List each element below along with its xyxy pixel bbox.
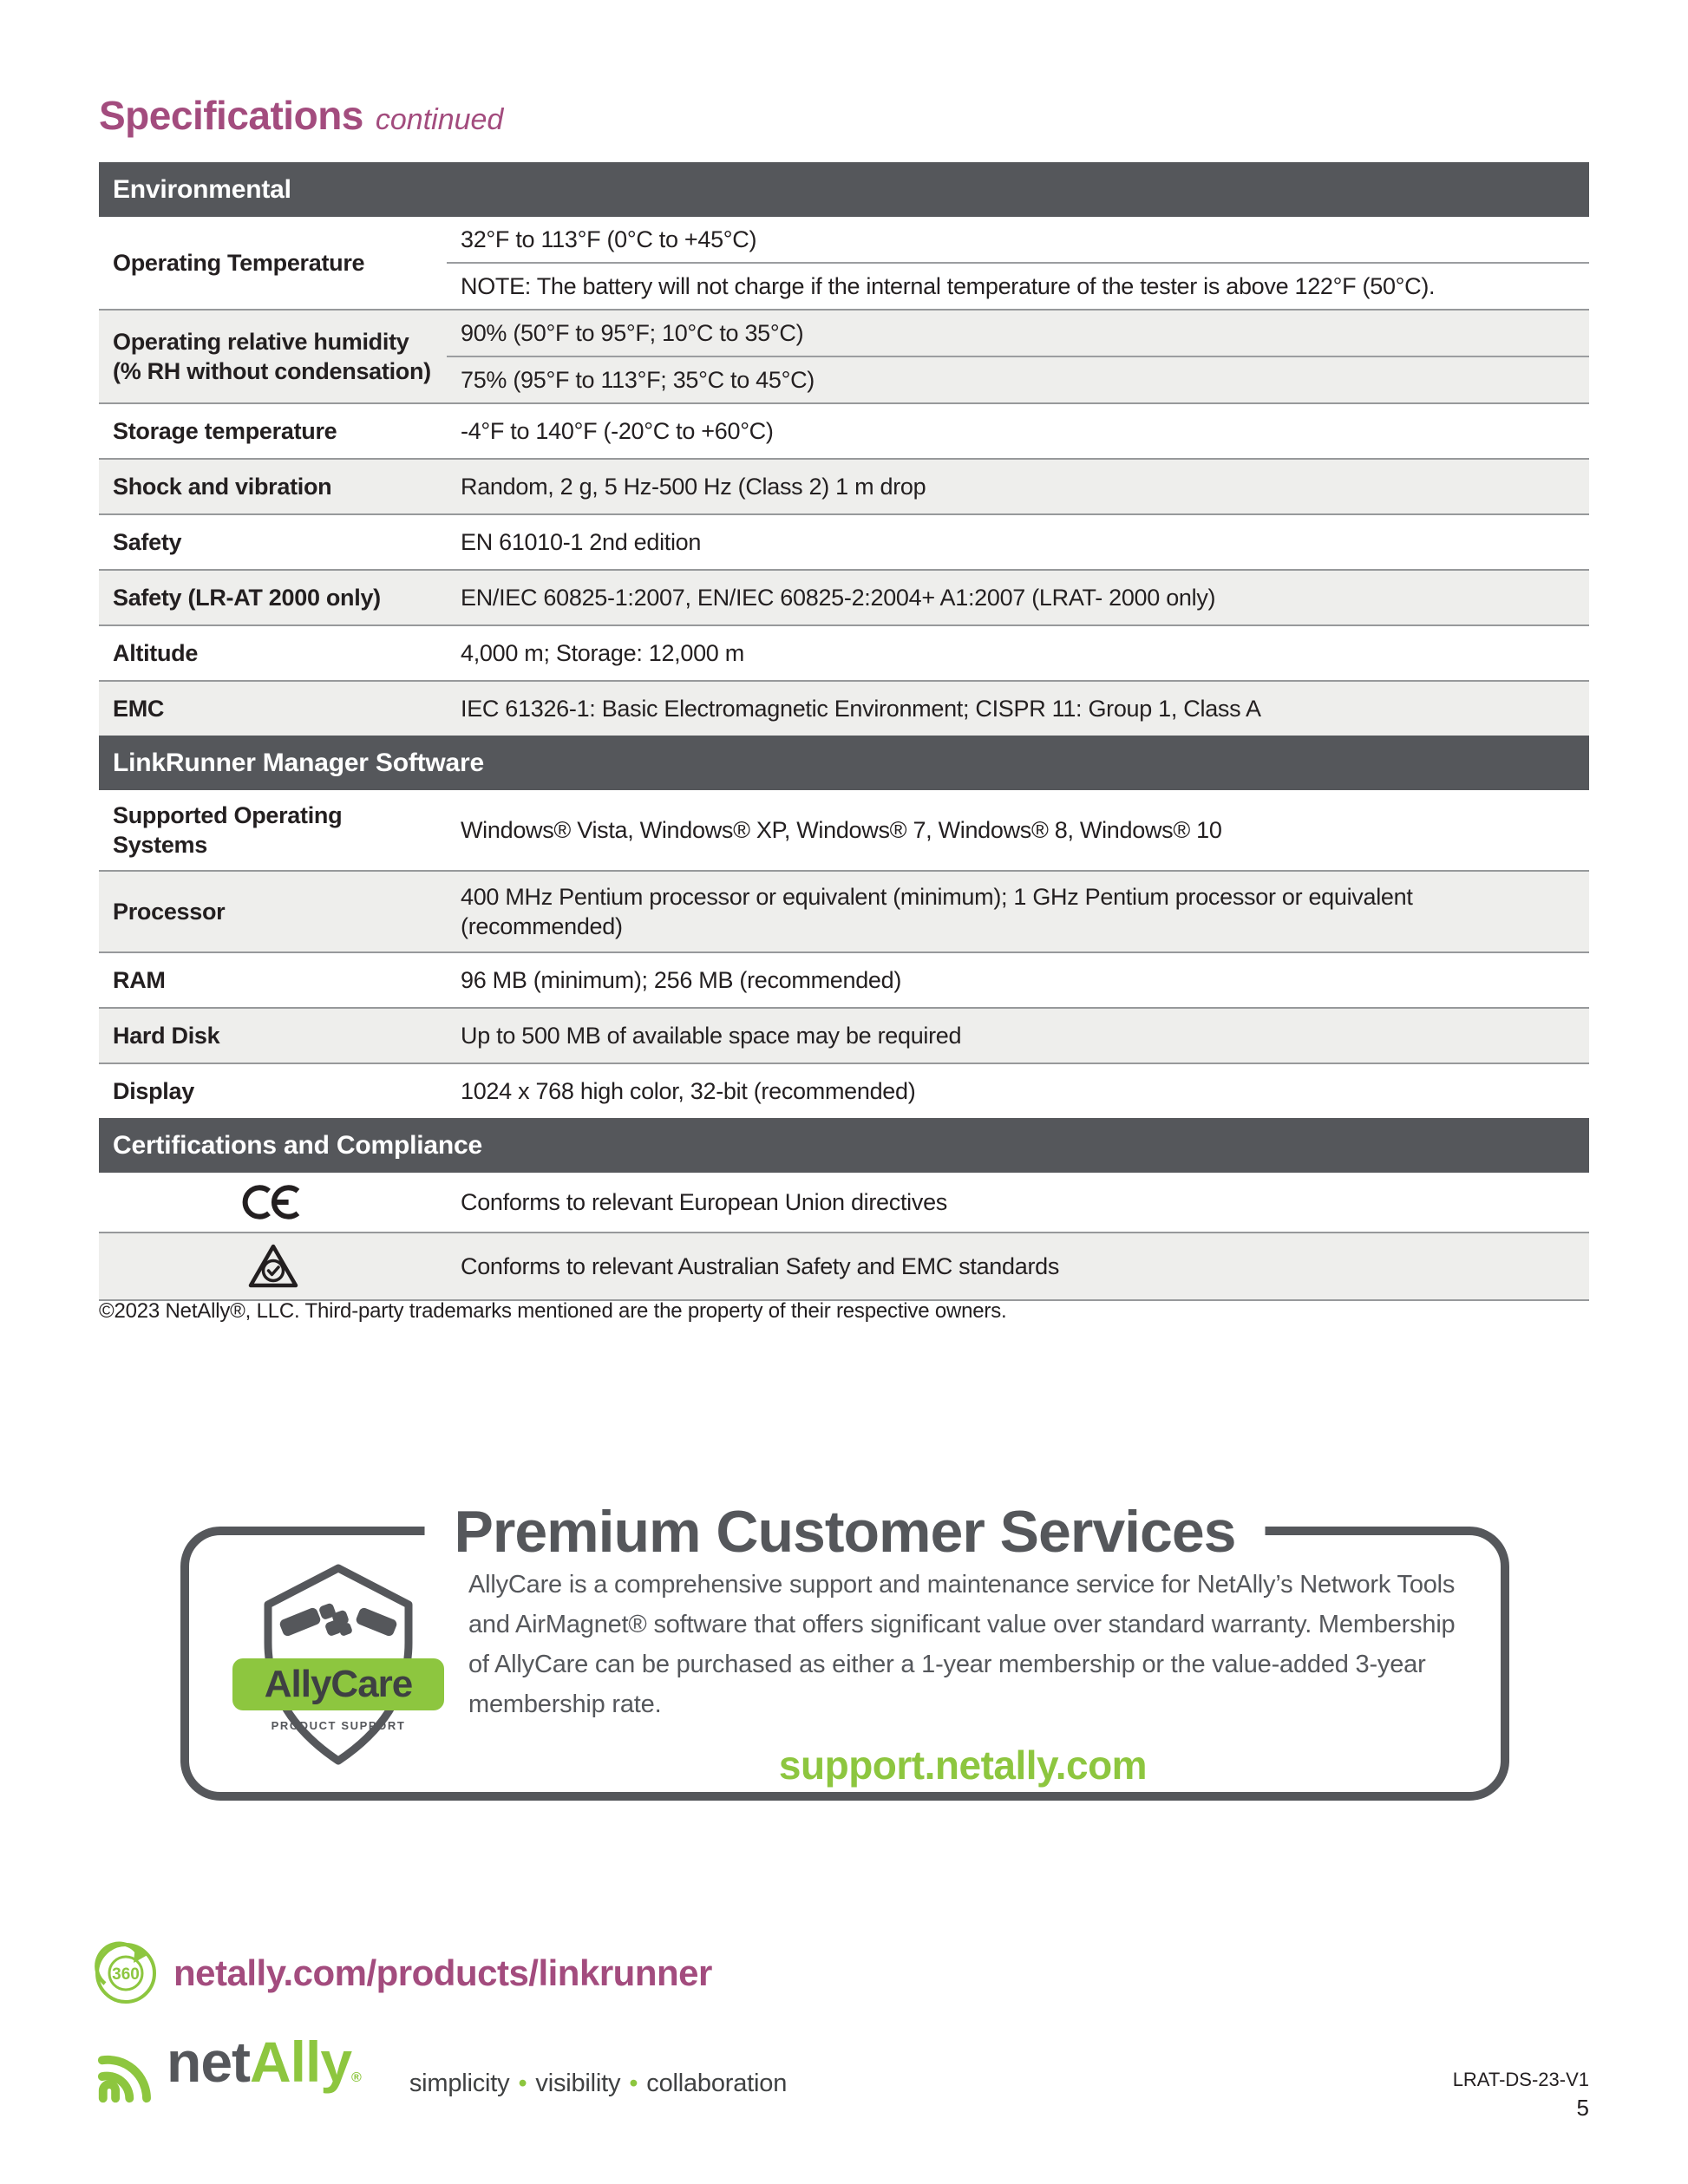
support-link[interactable]: support.netally.com	[778, 1743, 1148, 1788]
product-link-row	[94, 1941, 712, 2005]
spec-value: 96 MB (minimum); 256 MB (recommended)	[461, 967, 902, 993]
wordmark-net: net	[167, 2030, 250, 2094]
spec-row	[99, 790, 1589, 870]
netally-logo-icon	[94, 2048, 154, 2107]
spec-value: 1024 x 768 high color, 32-bit (recommended)	[461, 1078, 916, 1104]
spec-value: NOTE: The battery will not charge if the internal temperature of the tester is above 122°F (50°C).	[447, 262, 1589, 309]
svg-text:360: 360	[112, 1965, 140, 1984]
rcm-mark-cell	[99, 1233, 447, 1299]
spec-row	[99, 1232, 1589, 1299]
spec-value: Up to 500 MB of available space may be required	[461, 1023, 962, 1049]
spec-label: Storage temperature	[113, 418, 337, 444]
spec-row	[99, 1063, 1589, 1118]
section-header: LinkRunner Manager Software	[99, 736, 1589, 790]
spec-value: 4,000 m; Storage: 12,000 m	[461, 640, 744, 666]
spec-value: 90% (50°F to 95°F; 10°C to 35°C)	[461, 320, 804, 346]
spec-row	[99, 458, 1589, 513]
netally-wordmark	[167, 2030, 361, 2107]
brand-tagline	[409, 2070, 787, 2098]
spec-label: Hard Disk	[113, 1023, 220, 1049]
spec-value: 400 MHz Pentium processor or equivalent (minimum); 1 GHz Pentium processor or equivalent (recommended)	[461, 884, 1413, 939]
spec-label: Safety	[113, 529, 182, 555]
spec-value: Conforms to relevant European Union directives	[461, 1189, 947, 1215]
spec-row	[99, 680, 1589, 736]
tagline-dot: •	[518, 2070, 527, 2097]
tagline-dot: •	[629, 2070, 638, 2097]
page-title-text: Specifications	[99, 93, 363, 138]
spec-row	[99, 951, 1589, 1007]
spec-row	[99, 513, 1589, 569]
spec-row	[99, 309, 1589, 402]
spec-value: IEC 61326-1: Basic Electromagnetic Environment; CISPR 11: Group 1, Class A	[461, 696, 1261, 722]
spec-row	[99, 624, 1589, 680]
spec-row	[99, 1007, 1589, 1063]
registered-mark: ®	[351, 2070, 361, 2085]
360-icon	[94, 1941, 158, 2005]
tagline-word: simplicity	[409, 2070, 510, 2097]
premium-title: Premium Customer Services	[425, 1499, 1266, 1565]
spec-value: 75% (95°F to 113°F; 35°C to 45°C)	[447, 356, 1589, 402]
spec-value: EN 61010-1 2nd edition	[461, 529, 702, 555]
spec-value: Random, 2 g, 5 Hz-500 Hz (Class 2) 1 m drop	[461, 474, 926, 500]
spec-value: Conforms to relevant Australian Safety and EMC standards	[461, 1253, 1060, 1279]
spec-row	[99, 1173, 1589, 1232]
specifications-table	[99, 162, 1589, 1301]
section-header: Certifications and Compliance	[99, 1118, 1589, 1173]
ce-mark-icon	[240, 1181, 306, 1223]
page-number: 5	[1576, 2095, 1589, 2121]
spec-label: Shock and vibration	[113, 474, 332, 500]
spec-value: -4°F to 140°F (-20°C to +60°C)	[461, 418, 774, 444]
spec-label: Operating relative humidity (% RH without condensation)	[113, 329, 431, 384]
copyright-text: ©2023 NetAlly®, LLC. Third-party trademarks mentioned are the property of their respective owners.	[99, 1299, 1007, 1323]
section-header: Environmental	[99, 162, 1589, 217]
spec-label: Altitude	[113, 640, 199, 666]
ce-mark-cell	[99, 1173, 447, 1232]
spec-label: Display	[113, 1078, 194, 1104]
allycare-logo-text: AllyCare	[232, 1658, 444, 1710]
doc-meta	[1453, 2069, 1589, 2122]
spec-label: RAM	[113, 967, 166, 993]
spec-value: 32°F to 113°F (0°C to +45°C)	[461, 226, 757, 252]
spec-label: Supported Operating Systems	[113, 802, 343, 858]
doc-number: LRAT-DS-23-V1	[1452, 2069, 1589, 2090]
allycare-badge	[238, 1556, 439, 1775]
rcm-mark-icon	[246, 1242, 300, 1291]
spec-label: Safety (LR-AT 2000 only)	[113, 585, 381, 611]
tagline-word: collaboration	[646, 2070, 788, 2097]
premium-services-box	[180, 1499, 1509, 1801]
premium-body-text: AllyCare is a comprehensive support and maintenance service for NetAlly’s Network Tools and AirMagnet® software that offers significant value over standard warranty. Membership of AllyCare can be purchased as either a 1-year membership or the value-added 3-year membership rate.	[468, 1571, 1456, 1718]
wordmark-ally: Ally	[250, 2030, 352, 2094]
spec-row	[99, 402, 1589, 458]
spec-row	[99, 217, 1589, 309]
spec-row	[99, 569, 1589, 624]
tagline-word: visibility	[535, 2070, 621, 2097]
brand-footer	[94, 2030, 788, 2107]
page-title-suffix: continued	[375, 103, 504, 136]
spec-label: EMC	[113, 696, 165, 722]
spec-label: Processor	[113, 899, 226, 925]
spec-value: Windows® Vista, Windows® XP, Windows® 7, Windows® 8, Windows® 10	[461, 817, 1222, 843]
page-title	[99, 92, 503, 139]
spec-value: EN/IEC 60825-1:2007, EN/IEC 60825-2:2004+ A1:2007 (LRAT- 2000 only)	[461, 585, 1216, 611]
allycare-subtitle: PRODUCT SUPPORT	[271, 1719, 406, 1732]
spec-row	[99, 870, 1589, 951]
product-page-link[interactable]: netally.com/products/linkrunner	[173, 1952, 712, 1993]
handshake-icon	[278, 1602, 398, 1637]
spec-label: Operating Temperature	[113, 250, 365, 276]
